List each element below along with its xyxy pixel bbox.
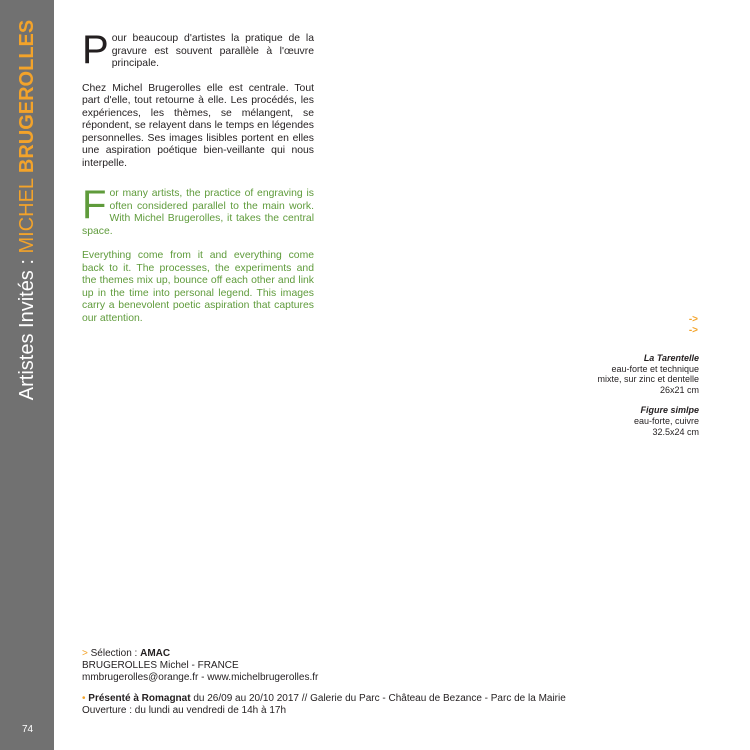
artwork-captions	[479, 353, 699, 447]
bullet-icon: •	[82, 693, 86, 704]
presented-label: Présenté à Romagnat	[85, 693, 191, 704]
french-paragraph-1	[82, 28, 314, 72]
caption-figure-simlpe	[479, 405, 699, 437]
caption-title: La Tarentelle	[643, 353, 699, 363]
french-paragraph-2: Chez Michel Brugerolles elle est centrale. Tout part d'elle, tout retourne à elle. Les procédés, les expériences, les thèmes, se mélangent, se répondent, se relayent dans le temps en légendes personnelles. Ses images lisibles portent en elles une aspiration poétique bien-veillante qui nous interpelle.	[82, 82, 314, 169]
selection-value: AMAC	[140, 648, 171, 659]
english-text	[82, 183, 314, 337]
category-label: Artistes Invités :	[16, 253, 38, 401]
artist-first-name: MICHEL	[16, 173, 38, 254]
caption-title: Figure simlpe	[640, 405, 699, 416]
opening-hours-line: Ouverture : du lundi au vendredi de 14h à 17h	[82, 705, 287, 716]
selection-label: Sélection :	[87, 648, 141, 659]
caption-line: mixte, sur zinc et dentelle	[597, 374, 699, 385]
chevron-right-icon: >	[82, 648, 88, 659]
page-number: 74	[22, 724, 34, 735]
english-paragraph-1-text: or many artists, the practice of engraving is often considered parallel to the main work. With Michel Brugerolles, it takes the central space.	[82, 188, 314, 237]
artist-last-name: BRUGEROLLES	[16, 19, 38, 174]
french-paragraph-1-text: our beaucoup d'artistes la pratique de la gravure est souvent parallèle à l'œuvre principale.	[111, 33, 314, 69]
selection-line	[82, 648, 722, 660]
english-paragraph-1	[82, 183, 314, 238]
caption-line: eau-forte et technique	[611, 363, 699, 374]
french-dropcap: P	[82, 28, 109, 72]
caption-line: 32.5x24 cm	[652, 426, 699, 437]
caption-line: 26x21 cm	[659, 384, 699, 395]
vertical-title	[15, 20, 39, 400]
presented-line	[82, 693, 722, 705]
caption-line: eau-forte, cuivre	[633, 415, 699, 426]
english-paragraph-2: Everything come from it and everything come back to it. The processes, the experiments and the themes mix up, bounce off each other and link up in the time into personal legend. This images carry a benevolent poetic aspiration that captures our attention.	[82, 250, 314, 324]
arrow-markers	[689, 314, 698, 336]
french-text	[82, 28, 314, 182]
arrow-marker-1: ->	[688, 314, 698, 325]
artist-country-line: BRUGEROLLES Michel - FRANCE	[82, 660, 239, 671]
english-dropcap: F	[82, 183, 107, 227]
artist-info	[82, 648, 722, 717]
contact-line: mmbrugerolles@orange.fr - www.michelbrugerolles.fr	[82, 672, 319, 683]
sidebar	[0, 0, 54, 750]
presented-detail: du 26/09 au 20/10 2017 // Galerie du Parc - Château de Bezance - Parc de la Mairie	[190, 693, 566, 704]
caption-la-tarentelle	[479, 353, 699, 395]
arrow-marker-2: ->	[688, 325, 698, 336]
